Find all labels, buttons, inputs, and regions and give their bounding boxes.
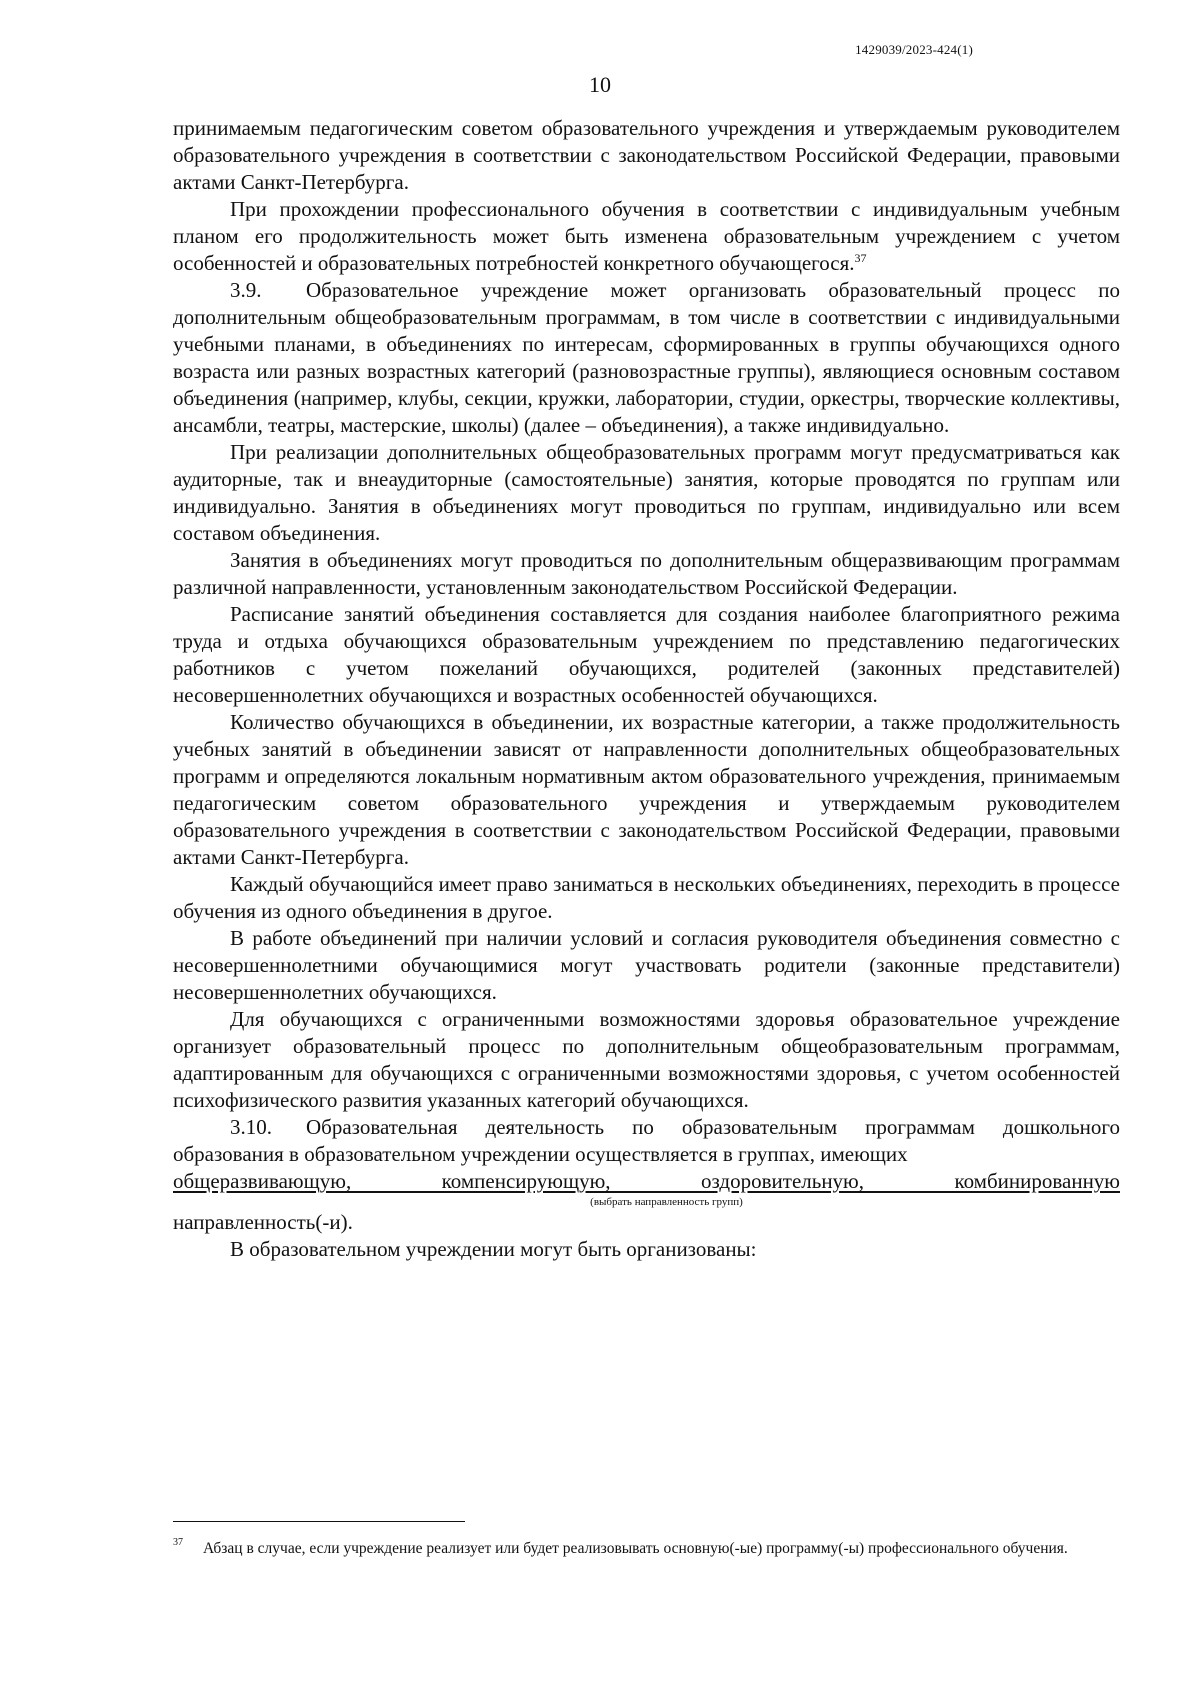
footnote <box>173 1538 1120 1560</box>
page-number: 10 <box>589 72 611 97</box>
paragraph <box>173 1114 1120 1168</box>
paragraph: направленность(-и). <box>173 1210 353 1234</box>
paragraph: принимаемым педагогическим советом образовательного учреждения и утверждаемым руководителем образовательного учреждения в соответствии с законодательством Российской Федерации, правовыми актами Санкт-Петербурга. <box>173 116 1120 194</box>
document-body <box>173 115 1120 1263</box>
footnote-separator <box>173 1521 465 1522</box>
document-id: 1429039/2023-424(1) <box>855 42 973 57</box>
paragraph: В работе объединений при наличии условий и согласия руководителя объединения совместно с несовершеннолетними обучающимися могут участвовать родители (законные представители) несовершеннолетних обучающихся. <box>173 926 1120 1004</box>
paragraph <box>173 277 1120 439</box>
clause-number: 3.9. <box>230 278 262 302</box>
clause-number: 3.10. <box>230 1115 272 1139</box>
paragraph <box>173 196 1120 277</box>
group-direction-options: общеразвивающую, компенсирующую, оздоровительную, комбинированную <box>173 1169 1120 1193</box>
paragraph-text: Образовательное учреждение может организовать образовательный процесс по дополнительным общеобразовательным программам, в том числе в соответствии с индивидуальными учебными планами, в объединениях по интересам, сформированных в группы обучающихся одного возраста или разных возрастных категорий (разновозрастные группы), являющиеся основным составом объединения (например, клубы, секции, кружки, лаборатории, студии, оркестры, творческие коллективы, ансамбли, театры, мастерские, школы) (далее – объединения), а также индивидуально. <box>173 278 1120 437</box>
paragraph-text: При прохождении профессионального обучения в соответствии с индивидуальным учебным планом его продолжительность может быть изменена образовательным учреждением с учетом особенностей и образовательных потребностей конкретного обучающегося. <box>173 197 1120 275</box>
paragraph: Занятия в объединениях могут проводиться по дополнительным общеразвивающим программам различной направленности, установленным законодательством Российской Федерации. <box>173 548 1120 599</box>
paragraph: Для обучающихся с ограниченными возможностями здоровья образовательное учреждение организует образовательный процесс по дополнительным общеобразовательным программам, адаптированным для обучающихся с ограниченными возможностями здоровья, с учетом особенностей психофизического развития указанных категорий обучающихся. <box>173 1007 1120 1112</box>
paragraph-text: Образовательная деятельность по образовательным программам дошкольного образования в образовательном учреждении осуществляется в группах, имеющих <box>173 1115 1120 1166</box>
footnote-mark: 37 <box>173 1537 183 1548</box>
paragraph: Каждый обучающийся имеет право заниматься в нескольких объединениях, переходить в процессе обучения из одного объединения в другое. <box>173 872 1120 923</box>
footnote-text: Абзац в случае, если учреждение реализует или будет реализовывать основную(-ые) программу(-ы) профессионального обучения. <box>203 1540 1068 1557</box>
paragraph: При реализации дополнительных общеобразовательных программ могут предусматриваться как аудиторные, так и внеаудиторные (самостоятельные) занятия, которые проводятся по группам или индивидуально. Занятия в объединениях могут проводиться по группам, индивидуально или всем составом объединения. <box>173 440 1120 545</box>
selection-hint: (выбрать направленность групп) <box>590 1196 743 1208</box>
paragraph: В образовательном учреждении могут быть организованы: <box>230 1237 757 1261</box>
footnote-reference: 37 <box>854 251 867 265</box>
paragraph: Количество обучающихся в объединении, их возрастные категории, а также продолжительность учебных занятий в объединении зависят от направленности дополнительных общеобразовательных программ и определяются локальным нормативным актом образовательного учреждения, принимаемым педагогическим советом образовательного учреждения и утверждаемым руководителем образовательного учреждения в соответствии с законодательством Российской Федерации, правовыми актами Санкт-Петербурга. <box>173 710 1120 869</box>
footnote-text-block <box>173 1538 1120 1560</box>
paragraph: Расписание занятий объединения составляется для создания наиболее благоприятного режима труда и отдыха обучающихся образовательным учреждением по представлению педагогических работников с учетом пожеланий обучающихся, родителей (законных представителей) несовершеннолетних обучающихся и возрастных особенностей обучающихся. <box>173 602 1120 707</box>
